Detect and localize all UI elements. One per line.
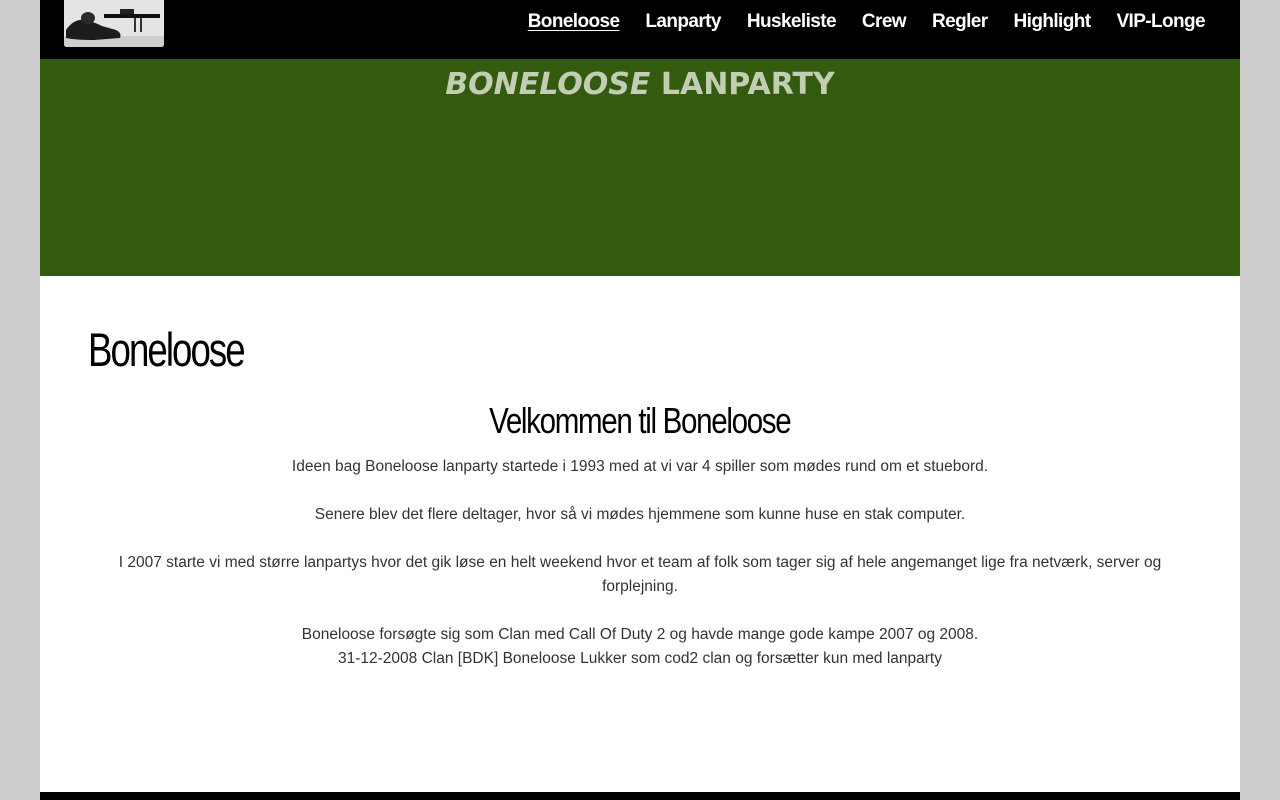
paragraph-clan: Boneloose forsøgte sig som Clan med Call Of Duty 2 og havde mange gode kampe 2007 og 2008.	[301, 626, 979, 643]
nav-item-regler	[932, 9, 988, 35]
site-logo-image[interactable]	[64, 0, 164, 47]
nav-item-lanparty	[645, 9, 720, 35]
nav-item-crew	[862, 9, 906, 35]
paragraph-growth: Senere blev det flere deltager, hvor så vi mødes hjemmene som kunne huse en stak computer.	[314, 506, 966, 523]
top-navigation-bar	[40, 0, 1240, 59]
nav-link-crew[interactable]: Crew	[861, 11, 906, 32]
paragraph-2007: I 2007 starte vi med større lanpartys hvor det gik løse en helt weekend hvor et team af folk som tager sig af hele angemanget lige fra netværk, server og forplejning.	[118, 554, 1162, 595]
intro-text	[88, 455, 1192, 671]
nav-link-vip-longe[interactable]: VIP-Longe	[1116, 11, 1205, 32]
nav-link-lanparty[interactable]: Lanparty	[645, 11, 721, 32]
page-title: Boneloose	[88, 323, 244, 376]
nav-link-regler[interactable]: Regler	[931, 11, 988, 32]
nav-link-boneloose[interactable]: Boneloose	[527, 11, 620, 32]
main-nav	[528, 9, 1205, 35]
nav-link-highlight[interactable]: Highlight	[1013, 11, 1091, 32]
banner-title	[40, 67, 1240, 103]
banner-title-part2: LANPARTY	[660, 67, 835, 102]
page	[40, 0, 1240, 800]
sniper-photo-icon	[64, 0, 164, 47]
banner-title-part1: BONELOOSE	[445, 67, 651, 102]
nav-item-vip-longe	[1116, 9, 1205, 35]
nav-item-huskeliste	[747, 9, 836, 35]
hero-banner	[40, 59, 1240, 276]
footer-bar	[40, 792, 1240, 800]
nav-item-highlight	[1014, 9, 1091, 35]
paragraph-origin: Ideen bag Boneloose lanparty startede i 1993 med at vi var 4 spiller som mødes rund om et stuebord.	[291, 458, 989, 475]
nav-item-boneloose	[528, 9, 620, 35]
paragraph-clan-closed: 31-12-2008 Clan [BDK] Boneloose Lukker som cod2 clan og forsætter kun med lanparty	[338, 650, 942, 667]
nav-link-huskeliste[interactable]: Huskeliste	[746, 11, 836, 32]
welcome-heading	[88, 398, 1192, 444]
welcome-heading-text: Velkommen til Boneloose	[489, 400, 791, 441]
